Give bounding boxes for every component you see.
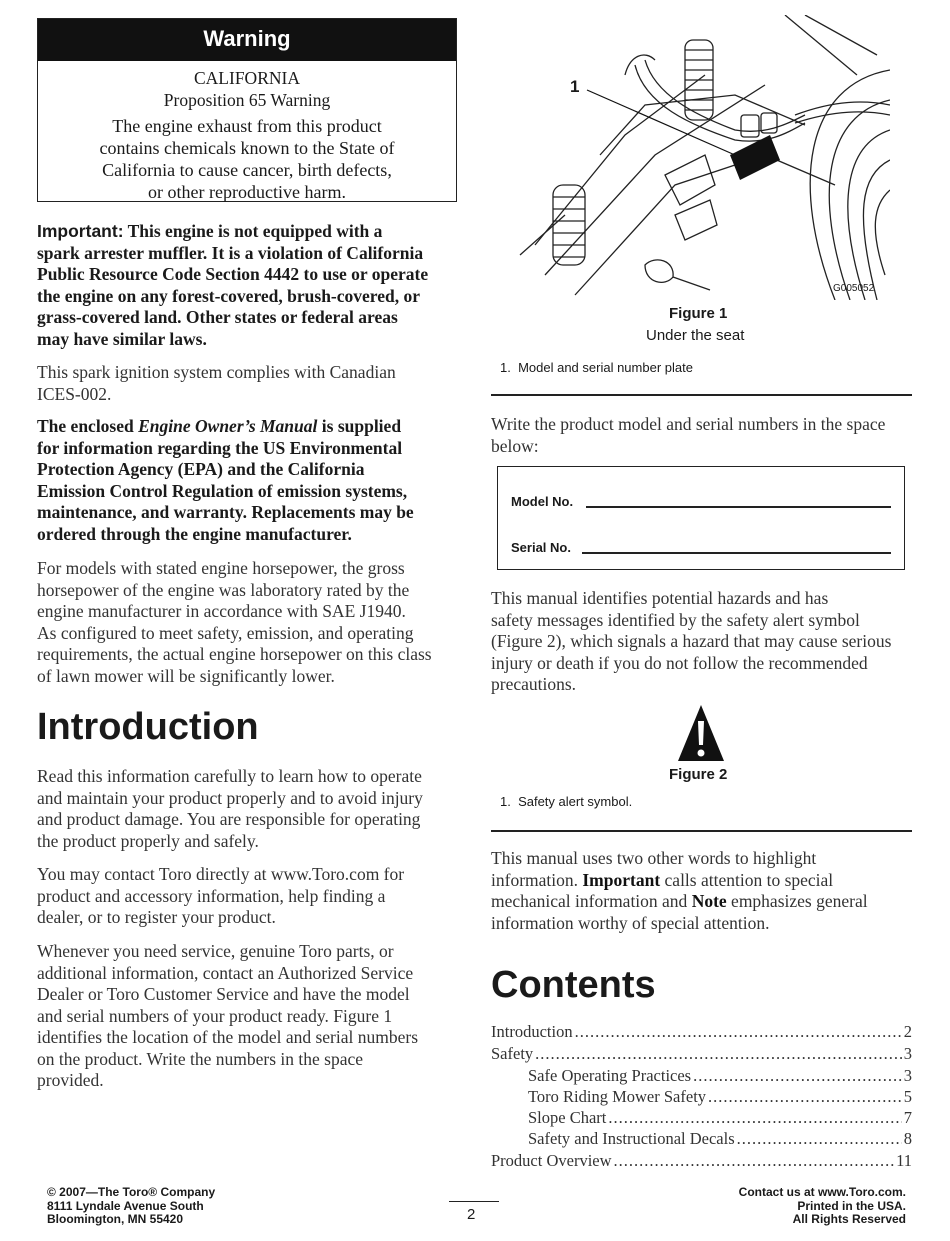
seat-area-drawing [505, 15, 890, 300]
intro-line: and maintain your product properly and to avoid injury [37, 787, 423, 808]
toc-label: Safety and Instructional Decals [528, 1129, 735, 1148]
intro-line: dealer, or to register your product. [37, 907, 276, 927]
note-word: Note [691, 891, 727, 911]
figure-2-legend: 1. Safety alert symbol. [500, 794, 633, 809]
intro-line: Read this information carefully to learn how to operate [37, 766, 422, 786]
toc-page: 8 [903, 1129, 912, 1148]
epa-paragraph [37, 416, 467, 545]
hp-line: For models with stated engine horsepower, the gross [37, 558, 405, 578]
warning-header: Warning [38, 19, 456, 61]
hp-line: As configured to meet safety, emission, and operating [37, 622, 414, 643]
figure-1-illustration [505, 15, 890, 300]
important-line: spark arrester muffler. It is a violation of California [37, 242, 424, 263]
figure-1-caption: Under the seat [646, 327, 745, 344]
footer-city: Bloomington, MN 55420 [47, 1212, 184, 1226]
epa-line: ordered through the engine manufacturer. [37, 523, 352, 544]
toc-page: 3 [903, 1066, 912, 1085]
model-number-line[interactable] [586, 506, 891, 508]
toc-item-riding-mower-safety[interactable] [528, 1086, 912, 1107]
words-text: emphasizes general [731, 891, 868, 911]
words-line: This manual uses two other words to highlight [491, 848, 817, 868]
intro-line: You may contact Toro directly at www.Toro.com for [37, 864, 405, 884]
toc-page: 5 [903, 1087, 912, 1106]
figure-1-title: Figure 1 [669, 305, 728, 322]
toc-leader [608, 1107, 901, 1128]
important-line: may have similar laws. [37, 328, 207, 349]
safety-alert-icon [676, 703, 726, 763]
intro-line: identifies the location of the model and serial numbers [37, 1027, 419, 1047]
warning-line-prop65: Proposition 65 Warning [163, 90, 331, 110]
toc-leader [708, 1086, 902, 1107]
warning-text-line: or other reproductive harm. [148, 182, 346, 202]
toc-label: Product Overview [491, 1151, 612, 1170]
hazard-line: injury or death if you do not follow the recommended [491, 652, 868, 673]
footer-rights: All Rights Reserved [792, 1212, 906, 1226]
footer-contact[interactable]: Contact us at www.Toro.com. [738, 1185, 906, 1199]
hazards-paragraph [491, 588, 916, 696]
toc-leader [575, 1021, 902, 1042]
intro-line: the product properly and safely. [37, 830, 259, 851]
epa-line: Protection Agency (EPA) and the California [37, 459, 365, 479]
toc-leader [614, 1150, 895, 1171]
important-paragraph [37, 221, 467, 350]
toc-label: Toro Riding Mower Safety [528, 1087, 707, 1106]
toc-page: 2 [903, 1022, 912, 1041]
hp-line: of lawn mower will be significantly lower. [37, 665, 335, 686]
toc-label: Safe Operating Practices [528, 1066, 692, 1085]
hp-line: horsepower of the engine was laboratory rated by the [37, 579, 410, 600]
figure-1-code: G005052 [833, 283, 875, 294]
ices-paragraph [37, 362, 467, 405]
serial-plate-shape [730, 135, 780, 180]
epa-line: Emission Control Regulation of emission systems, [37, 480, 408, 501]
ices-line: ICES-002. [37, 383, 112, 404]
hazard-line: (Figure 2), which signals a hazard that may cause serious [491, 631, 892, 651]
horsepower-paragraph [37, 558, 467, 687]
page-number-rule [449, 1201, 499, 1202]
model-number-label: Model No. [511, 494, 574, 509]
important-label: Important: [37, 221, 124, 241]
toc-label: Slope Chart [528, 1108, 607, 1127]
serial-number-label: Serial No. [511, 540, 571, 555]
model-serial-box [497, 466, 905, 570]
toc-leader [693, 1065, 902, 1086]
epa-line: maintenance, and warranty. Replacements may be [37, 502, 414, 522]
warning-text-line: The engine exhaust from this product [112, 116, 382, 136]
intro-line: additional information, contact an Authorized Service [37, 962, 414, 983]
toc-item-slope-chart[interactable] [528, 1107, 912, 1128]
introduction-heading: Introduction [37, 706, 259, 748]
page-number: 2 [467, 1206, 476, 1223]
hazard-line: This manual identifies potential hazards and has [491, 588, 829, 608]
hazard-line: precautions. [491, 674, 577, 694]
words-text: information. [491, 869, 578, 890]
intro-line: provided. [37, 1070, 104, 1090]
figure-2-title: Figure 2 [669, 766, 728, 783]
divider [491, 394, 912, 396]
intro-line: and product damage. You are responsible for operating [37, 809, 421, 829]
epa-text: is supplied [321, 416, 402, 436]
warning-box [37, 18, 457, 202]
epa-text: The enclosed [37, 416, 134, 436]
warning-text-line: contains chemicals known to the State of [99, 138, 395, 158]
toc-item-product-overview[interactable] [491, 1150, 912, 1171]
intro-line: Dealer or Toro Customer Service and have the model [37, 984, 410, 1004]
toc-item-introduction[interactable] [491, 1021, 912, 1042]
important-line: This engine is not equipped with a [127, 221, 383, 241]
toc-leader [737, 1128, 902, 1149]
divider [491, 830, 912, 832]
hp-line: engine manufacturer in accordance with SAE J1940. [37, 601, 406, 621]
toc-item-safety[interactable] [491, 1043, 912, 1064]
hp-line: requirements, the actual engine horsepower on this class [37, 644, 432, 664]
contents-heading: Contents [491, 964, 656, 1006]
write-line: Write the product model and serial numbers in the space [491, 414, 886, 434]
engine-manual-title: Engine Owner’s Manual [138, 416, 318, 436]
intro-line: product and accessory information, help finding a [37, 885, 386, 906]
hazard-line: safety messages identified by the safety alert symbol [491, 609, 860, 630]
words-text: calls attention to special [664, 869, 834, 890]
epa-line: for information regarding the US Environmental [37, 437, 403, 458]
important-line: grass-covered land. Other states or federal areas [37, 307, 398, 327]
serial-number-line[interactable] [582, 552, 891, 554]
write-line: below: [491, 435, 539, 456]
footer-address: 8111 Lyndale Avenue South [47, 1198, 204, 1213]
words-line: information worthy of special attention. [491, 912, 770, 933]
toc-page: 11 [896, 1151, 912, 1170]
ices-line: This spark ignition system complies with Canadian [37, 362, 396, 382]
two-words-paragraph [491, 848, 916, 934]
toc-page: 3 [903, 1044, 912, 1063]
important-word: Important [582, 869, 661, 890]
words-text: mechanical information and [491, 891, 688, 911]
toc-item-decals[interactable] [528, 1128, 912, 1149]
intro-line: and serial numbers of your product ready. Figure 1 [37, 1005, 393, 1026]
toc-item-safe-operating[interactable] [528, 1065, 912, 1086]
important-line: Public Resource Code Section 4442 to use or operate [37, 264, 429, 284]
intro-paragraph-1 [37, 766, 467, 852]
intro-paragraph-2 [37, 864, 467, 929]
intro-line: on the product. Write the numbers in the space [37, 1048, 364, 1069]
toc-leader [535, 1043, 902, 1064]
important-line: the engine on any forest-covered, brush-covered, or [37, 285, 421, 306]
intro-paragraph-3 [37, 941, 467, 1092]
toc-label: Safety [491, 1044, 534, 1063]
footer-right [739, 1186, 906, 1227]
warning-body [38, 67, 456, 203]
footer-copyright: © 2007—The Toro® Company [47, 1185, 216, 1199]
toc-label: Introduction [491, 1022, 573, 1041]
warning-text-line: California to cause cancer, birth defects, [102, 160, 392, 180]
footer-printed: Printed in the USA. [797, 1198, 906, 1213]
toc-page: 7 [903, 1108, 912, 1127]
figure-1-legend: 1. Model and serial number plate [500, 360, 693, 375]
write-numbers-paragraph [491, 414, 916, 457]
warning-line-california: CALIFORNIA [194, 68, 300, 88]
figure-1-callout: 1 [570, 77, 580, 96]
intro-line: Whenever you need service, genuine Toro parts, or [37, 941, 394, 961]
footer-left [47, 1186, 215, 1227]
